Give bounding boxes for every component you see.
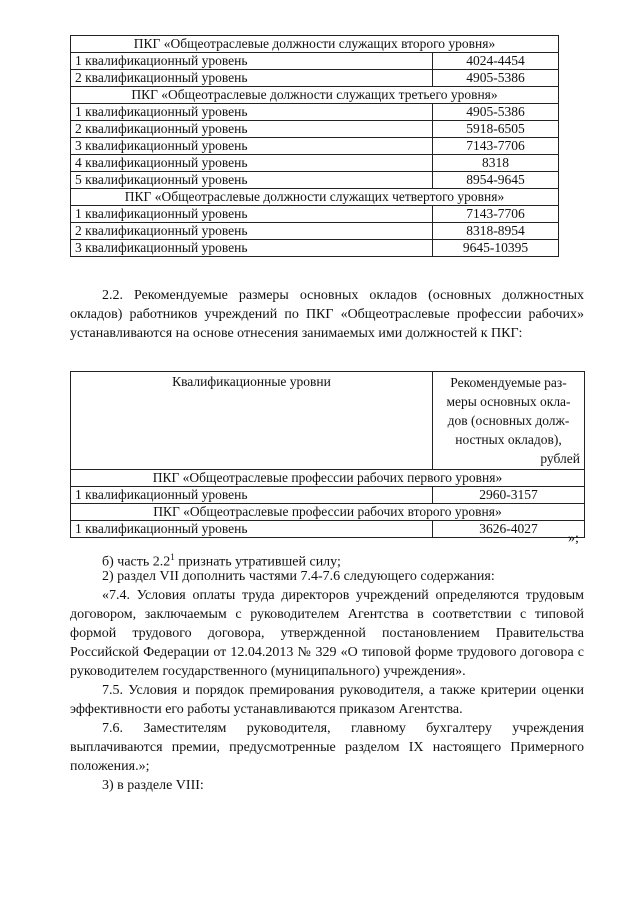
table-row xyxy=(71,487,585,504)
qualification-level-cell: 2 квалификационный уровень xyxy=(71,121,433,138)
table-row xyxy=(71,70,559,87)
qualification-level-cell: 3 квалификационный уровень xyxy=(71,240,433,257)
qualification-level-cell: 1 квалификационный уровень xyxy=(71,104,433,121)
qualification-level-cell: 1 квалификационный уровень xyxy=(71,53,433,70)
qualification-level-cell: 2 квалификационный уровень xyxy=(71,223,433,240)
group-title: ПКГ «Общеотраслевые должности служащих четвертого уровня» xyxy=(71,189,559,206)
item-b-superscript: 1 xyxy=(170,552,175,562)
header-line: меры основных окла- xyxy=(446,394,571,409)
salary-range-cell: 4905-5386 xyxy=(433,104,559,121)
qualification-level-cell: 2 квалификационный уровень xyxy=(71,70,433,87)
table-row xyxy=(71,240,559,257)
salary-range-cell: 8954-9645 xyxy=(433,172,559,189)
salary-range-cell: 3626-4027 xyxy=(433,521,585,538)
item-2: 2) раздел VII дополнить частями 7.4-7.6 следующего содержания: xyxy=(102,569,495,584)
quote-close: »; xyxy=(568,531,579,546)
salary-range-cell: 8318-8954 xyxy=(433,223,559,240)
qualification-level-cell: 3 квалификационный уровень xyxy=(71,138,433,155)
header-line: Рекомендуемые раз- xyxy=(450,375,567,390)
qualification-level-cell: 1 квалификационный уровень xyxy=(71,206,433,223)
group-title: ПКГ «Общеотраслевые должности служащих третьего уровня» xyxy=(71,87,559,104)
table-row xyxy=(71,104,559,121)
salary-range-cell: 9645-10395 xyxy=(433,240,559,257)
group-header-row xyxy=(71,36,559,53)
table-row xyxy=(71,138,559,155)
table-header-row xyxy=(71,372,585,470)
table-row xyxy=(71,172,559,189)
salary-range-cell: 7143-7706 xyxy=(433,206,559,223)
group-header-row xyxy=(71,87,559,104)
group-header-row xyxy=(71,504,585,521)
salary-range-cell: 4905-5386 xyxy=(433,70,559,87)
table-row xyxy=(71,223,559,240)
table-row xyxy=(71,121,559,138)
salary-table-employees xyxy=(70,35,559,257)
salary-table-workers xyxy=(70,371,585,538)
table-row xyxy=(71,206,559,223)
table-row xyxy=(71,155,559,172)
header-line: рублей xyxy=(540,451,580,466)
salary-range-cell: 7143-7706 xyxy=(433,138,559,155)
qualification-level-cell: 4 квалификационный уровень xyxy=(71,155,433,172)
paragraph-7-4: «7.4. Условия оплаты труда директоров учреждений определяются трудовым договором, заключаемым с руководителем Агентства в соответствии с типовой формой трудового договора, утвержденной постановлением Правительства Российской Федерации от 12.04.2013 № 329 «О типовой форме трудового договора с руководителем государственного (муниципального) учреждения». xyxy=(70,588,584,679)
table-row xyxy=(71,521,585,538)
salary-range-cell: 8318 xyxy=(433,155,559,172)
item-b-rest: признать утратившей силу; xyxy=(174,554,341,570)
header-line: дов (основных долж- xyxy=(447,413,570,428)
header-line: ностных окладов), xyxy=(455,432,562,447)
paragraph-7-5: 7.5. Условия и порядок премирования руководителя, а также критерии оценки эффективности его работы устанавливаются приказом Агентства. xyxy=(70,683,584,717)
salary-range-cell: 4024-4454 xyxy=(433,53,559,70)
salary-range-cell: 2960-3157 xyxy=(433,487,585,504)
header-recommended-salaries xyxy=(433,372,585,470)
salary-range-cell: 5918-6505 xyxy=(433,121,559,138)
qualification-level-cell: 1 квалификационный уровень xyxy=(71,487,433,504)
paragraph-7-6: 7.6. Заместителям руководителя, главному бухгалтеру учреждения выплачиваются премии, предусмотренные разделом IX настоящего Примерного положения.»; xyxy=(70,721,584,774)
table-row xyxy=(71,53,559,70)
group-header-row xyxy=(71,470,585,487)
group-header-row xyxy=(71,189,559,206)
qualification-level-cell: 1 квалификационный уровень xyxy=(71,521,433,538)
group-title: ПКГ «Общеотраслевые должности служащих второго уровня» xyxy=(71,36,559,53)
item-b-text: б) часть 2.2 xyxy=(102,554,171,570)
group-title: ПКГ «Общеотраслевые профессии рабочих первого уровня» xyxy=(71,470,585,487)
qualification-level-cell: 5 квалификационный уровень xyxy=(71,172,433,189)
paragraph-2-2: 2.2. Рекомендуемые размеры основных окладов (основных должностных окладов) работников учреждений по ПКГ «Общеотраслевые профессии рабочих» устанавливаются на основе отнесения занимаемых ими должностей к ПКГ: xyxy=(70,288,584,341)
item-3: 3) в разделе VIII: xyxy=(102,778,204,793)
header-qualification-levels: Квалификационные уровни xyxy=(71,372,433,470)
group-title: ПКГ «Общеотраслевые профессии рабочих второго уровня» xyxy=(71,504,585,521)
